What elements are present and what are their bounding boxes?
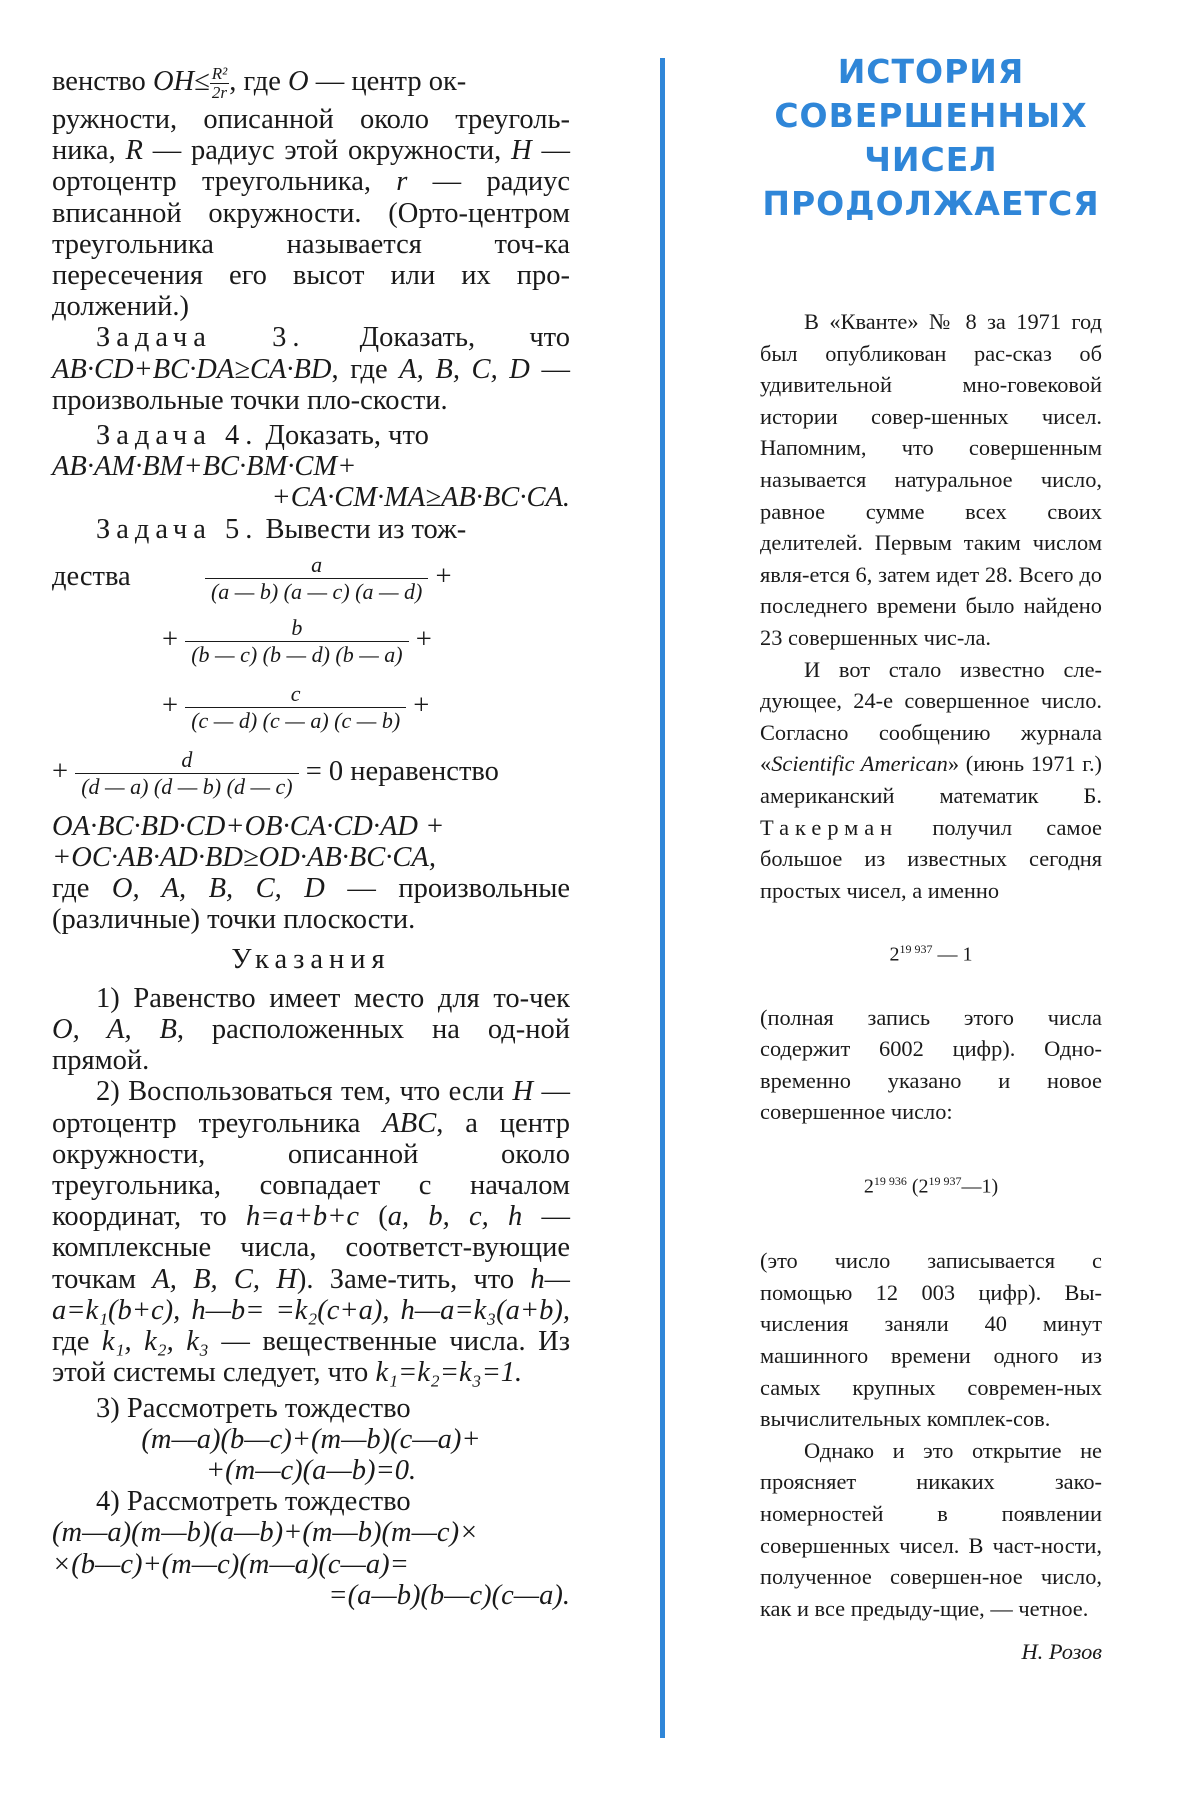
article-paragraph-2: И вот стало известно сле-дующее, 24-е совершенное число. Согласно сообщению журнала «Scientific American» (июнь 1971 г.) американский математик Б. Такерман получил самое большое из известных сегодня простых чисел, а именно [760,656,1102,903]
fraction-b: $\frac{b}{(b — c) (b — d) (b — a)}$ [185,615,408,668]
hint-3-formula-2: +(m—c)(a—b)=0. [205,1454,417,1486]
intro-line: венство OH≤ $\frac{\text{R²}}{2r}$ , где O — центр ок- [52,63,467,102]
prime-formula: $2^{19 937}$ — 1 [889,942,973,966]
intro-paragraph: ружности, описанной около треуголь-ника, R — радиус этой окружности, H — ортоцентр треугольника, r — радиус вписанной окружности. (Орто-центром треугольника называется точ-ка пересечения его высот или их про-должений.) [52,104,570,323]
problem-4-label: Задача 4. [96,420,259,452]
fraction-d: $\frac{d}{(d — a) (d — b) (d — c)}$ [75,747,298,800]
article-paragraph-1: В «Кванте» № 8 за 1971 год был опубликован рас-сказ об удивительной мно-говековой истории совер-шенных чисел. Напомним, что совершенным называется натуральное число, равное сумме всех своих делителей. Первым таким числом явля-ется 6, затем идет 28. Всего до последнего времени было найдено 23 совершенных чис-ла. [760,309,1102,650]
article-paragraph-5: Однако и это открытие не проясняет никаких зако-номерностей в появлении совершенных чисел. В част-ности, полученное совершен-ное число, как и все предыду-щие, — четное. [760,1437,1102,1621]
problem-3: Задача 3. Доказать, что AB·CD+BC·DA≥CA·BD, где A, B, C, D — произвольные точки пло-скости. [52,322,571,416]
fraction-c: $\frac{c}{(c — d) (c — a) (c — b)}$ [185,681,406,734]
identity-block: дества $\frac{a}{(a — b) (a — c) (a — d)}$ + + $\frac{b}{(b — c) (b — d) (b — a)}$ + + $\frac{c}{(c — d) (c — a) (c — b)}$ + + $\frac{d}{(d — a) (d — b) (d — c)}$ = 0 неравенство [52,551,499,799]
left-column [52,60,570,1611]
hint-4-formula-2: ×(b—c)+(m—c)(m—a)(c—a)= [52,1548,409,1580]
article-paragraph-3: (полная запись этого числа содержит 6002 цифр). Одно-временно указано и новое совершенное число: [760,1004,1102,1125]
problem-5-tail: где O, A, B, C, D — произвольные (различные) точки плоскости. [52,873,571,936]
hint-4-formula-1: (m—a)(m—b)(a—b)+(m—b)(m—c)× [52,1517,479,1549]
hint-2: 2) Воспользоваться тем, что если H — ортоцентр треугольника ABC, а центр окружности, описанной около треугольника, совпадает с началом координат, то h=a+b+c (a, b, c, h — комплексные числа, соответст-вующие точкам A, B, C, H). Заме-тить, что h—a=k₁(b+c), h—b= =k₂(c+a), h—a=k₃(a+b), где k₁, k₂, k₃ — вещественные числа. Из этой системы следует, что k₁=k₂=k₃=1. [52,1076,571,1389]
article-title: ИСТОРИЯ СОВЕРШЕННЫХ ЧИСЕЛ ПРОДОЛЖАЕТСЯ [762,52,1100,223]
problem-4: Задача 4. Доказать, что [96,420,429,452]
problem-5-formula-1: OA·BC·BD·CD+OB·CA·CD·AD + [52,810,445,842]
hint-4-formula-3: =(a—b)(b—c)(c—a). [328,1579,570,1611]
problem-4-formula-1: AB·AM·BM+BC·BM·CM+ [52,451,357,483]
problem-3-formula: AB·CD+BC·DA≥CA·BD [52,353,332,385]
hint-3: 3) Рассмотреть тождество [96,1392,411,1424]
perfect-number-formula: $2^{19 936}$ $(2^{19 937}—1)$ [863,1173,999,1198]
hint-1: 1) Равенство имеет место для то-чек O, A, B, расположенных на од-ной прямой. [52,982,570,1077]
problem-5: Задача 5. Вывести из тож- [96,513,467,545]
problem-3-label: Задача 3. [96,322,306,354]
hint-4: 4) Рассмотреть тождество [96,1486,411,1518]
hints-heading: Указания [231,943,391,975]
column-divider [660,58,665,1738]
fraction-r2-2r: $\frac{\text{R²}}{2r}$ [211,63,228,102]
inequality-oh: OH≤ [152,66,210,97]
author-signature: Н. Розов [1021,1639,1102,1665]
article-paragraph-4: (это число записывается с помощью 12 003 цифр). Вы-числения заняли 40 минут машинного времени одного из самых крупных современ-ных вычислительных комплек-сов. [760,1248,1102,1432]
hint-3-formula-1: (m—a)(b—c)+(m—b)(c—a)+ [141,1423,481,1455]
problem-4-formula-2: +CA·CM·MA≥AB·BC·CA. [271,482,570,514]
problem-5-formula-2: +OC·AB·AD·BD≥OD·AB·BC·CA, [52,842,436,874]
problem-5-label: Задача 5. [96,513,259,545]
fraction-a: $\frac{a}{(a — b) (a — c) (a — d)}$ [205,552,428,605]
right-column [760,0,1102,1668]
